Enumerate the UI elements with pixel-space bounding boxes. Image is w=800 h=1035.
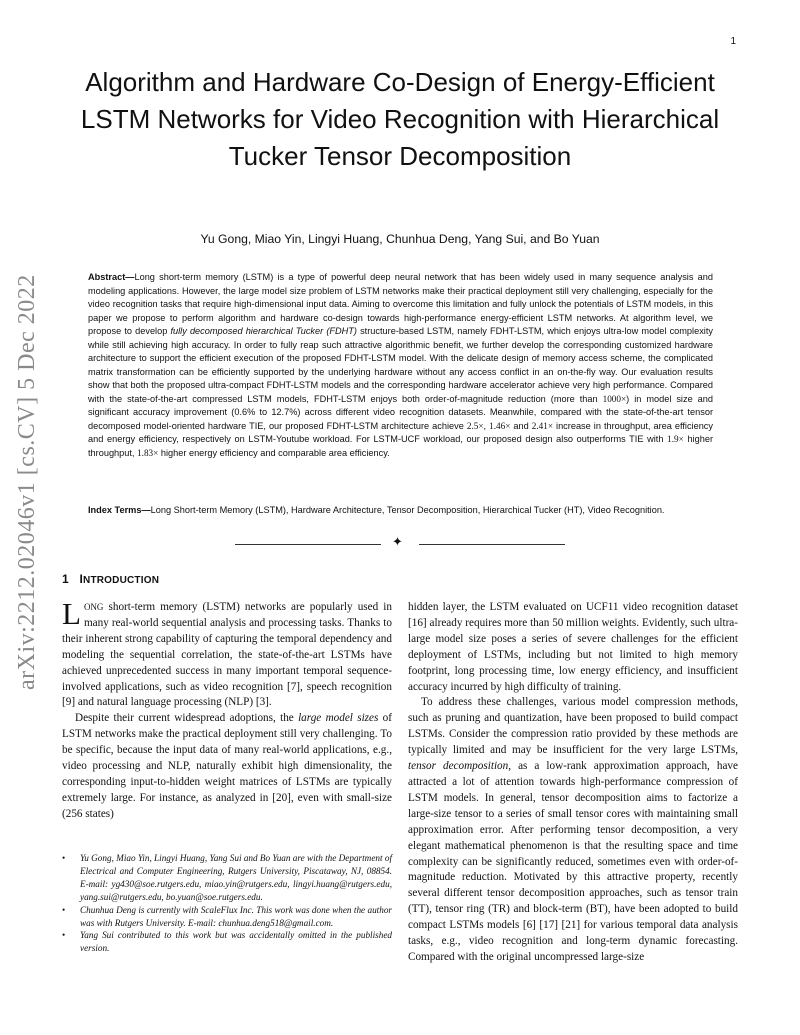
footnote-item	[62, 904, 392, 930]
separator-diamond-icon: ✦	[392, 534, 403, 549]
abstract-emphasis: fully decomposed hierarchical Tucker (FDHT)	[170, 326, 357, 336]
abstract-text-5: higher throughput,	[88, 434, 714, 458]
author-footnotes	[62, 852, 392, 955]
index-terms	[88, 504, 713, 518]
abstract-sep-2: and	[510, 420, 532, 431]
paper-title: Algorithm and Hardware Co-Design of Energy-Efficient LSTM Networks for Video Recognition with Hierarchical Tucker Tensor Decomposition	[80, 67, 720, 171]
intro-paragraph-1	[62, 596, 392, 711]
abstract-text-6: higher energy efficiency and comparable area efficiency.	[158, 447, 390, 458]
section-title-initial: I	[79, 572, 84, 586]
index-terms-label: Index Terms	[88, 505, 142, 515]
footnote-text: Yang Sui contributed to this work but was accidentally omitted in the published version.	[80, 930, 392, 954]
abstract-text-1: Long short-term memory (LSTM) is a type of powerful deep neural network that has been widely used in many sequence analysis and modeling applications. However, the large model size problem of LSTM networks make their practical deployment still very challenging, especially for the video recognition tasks that require high-dimensional input data. Aiming to overcome this limitation and fully unlock the potentials of LSTM models, in this paper we propose to perform algorithm and hardware co-design towards high-performance energy-efficient LSTM networks. At algorithm level, we propose to develop	[88, 272, 713, 336]
abstract-math-6: 1.83×	[137, 447, 159, 458]
index-terms-text: Long Short-term Memory (LSTM), Hardware Architecture, Tensor Decomposition, Hierarchical Tucker (HT), Video Recognition.	[150, 505, 665, 515]
intro-paragraph-2-b: of LSTM networks make the practical deployment still very challenging. To be specific, because the input data of many real-world applications, e.g., video processing and NLP, naturally exhibit high dimensionality, the corresponding input-to-hidden weight matrices of LSTMs are typically extremely large. For instance, as analyzed in [20], even with small-size (256 states)	[62, 712, 392, 820]
section-title-rest: NTRODUCTION	[83, 575, 160, 586]
right-paragraph-2-a: To address these challenges, various model compression methods, such as pruning and quantization, have been proposed to build compact LSTMs. Consider the compression ratio provided by these methods are typically limited and may be insufficient for the very large LSTMs,	[408, 696, 738, 757]
right-paragraph-2-emphasis: tensor decomposition	[408, 760, 509, 773]
left-column	[62, 596, 392, 823]
right-paragraph-1: hidden layer, the LSTM evaluated on UCF11 video recognition dataset [16] already requires more than 50 million weights. Evidently, such ultra-large model size poses a series of severe challenges for the efficient deployment of LSTMs, including but not limited to high memory footprint, long processing time, low energy efficiency, and insufficient accuracy incurred by high difficulty of training.	[408, 601, 738, 693]
footnote-item	[62, 852, 392, 904]
author-list: Yu Gong, Miao Yin, Lingyi Huang, Chunhua Deng, Yang Sui, and Bo Yuan	[200, 232, 600, 246]
abstract-math-1: 1000×	[602, 393, 627, 404]
abstract-label: Abstract	[88, 272, 126, 282]
footnote-bullet: •	[62, 853, 66, 863]
abstract-math-4: 2.41×	[531, 420, 554, 431]
section-number: 1	[62, 572, 69, 586]
abstract	[88, 271, 713, 460]
footnote-bullet: •	[62, 930, 66, 941]
abstract-dash: —	[125, 272, 135, 282]
right-paragraph-2	[408, 695, 738, 965]
footnote-bullet: •	[62, 904, 66, 915]
footnote-item	[62, 929, 392, 955]
footnote-text: Chunhua Deng is currently with ScaleFlux Inc. This work was done when the author was with Rutgers University. E-mail: chunhua.deng518@gmail.com.	[80, 904, 392, 928]
right-paragraph-2-b: , as a low-rank approximation approach, have attracted a lot of attention towards high-performance compression of LSTM models. In general, tensor decomposition aims to factorize a large-size tensor to a series of small tensor cores with maintaining small approximation error. After performing tensor decomposition, a very elegant mathematical phenomenon is that the resulting space and time complexity can be significantly reduced, sometimes even with order-of-magnitude reduction. Motivated by this attractive property, recently several different tensor decomposition approaches, such as tensor train (TT), tensor ring (TR) and block-term (BT), have been adopted to build compact LSTMs models [6] [17] [21] for various temporal data analysis tasks, e.g., video recognition and long-term dynamic forecasting. Compared with the original uncompressed large-size	[408, 760, 738, 963]
abstract-text-2: structure-based LSTM, namely FDHT-LSTM, which enjoys ultra-low model complexity while still achieving high accuracy. In order to fully reap such attractive algorithmic benefit, we further develop the corresponding customized hardware architecture to support the efficient execution of the proposed FDHT-LSTM model. With the delicate design of memory access scheme, the complicated matrix transformation can be efficiently supported by the underlying hardware without any access conflict in an on-the-fly way. Our evaluation results show that both the proposed ultra-compact FDHT-LSTM models and the corresponding hardware accelerator achieve very high performance. Compared with the state-of-the-art compressed LSTM models, FDHT-LSTM enjoys both order-of-magnitude reduction (more than	[88, 326, 713, 404]
drop-cap: L	[62, 596, 81, 631]
separator-line-left	[235, 544, 381, 545]
intro-paragraph-2-emphasis: large model sizes	[298, 712, 379, 725]
intro-smallcaps: ONG	[83, 602, 104, 612]
page-number: 1	[730, 36, 736, 47]
right-column	[408, 600, 738, 966]
abstract-math-3: 1.46×	[489, 420, 511, 431]
footnote-text: Yu Gong, Miao Yin, Lingyi Huang, Yang Sui and Bo Yuan are with the Department of Electrical and Computer Engineering, Rutgers University, Piscataway, NJ, 08854. E-mail: yg430@soe.rutgers.edu, miao.yin@rutgers.edu, lingyi.huang@rutgers.edu, yang.sui@rutgers.edu, bo.yuan@soe.rutgers.edu.	[80, 853, 392, 902]
abstract-math-2: 2.5×	[466, 420, 484, 431]
section-separator	[235, 534, 565, 551]
separator-line-right	[419, 544, 565, 545]
abstract-text-3: ) in model size and significant accuracy improvement (0.6% to 12.7%) across different video recognition datasets. Meanwhile, compared with the state-of-the-art tensor decomposed model-oriented hardware TIE, our proposed FDHT-LSTM architecture achieve	[88, 393, 713, 431]
section-heading	[62, 572, 159, 586]
intro-paragraph-2	[62, 711, 392, 822]
index-terms-dash: —	[141, 505, 151, 515]
arxiv-side-stamp: arXiv:2212.02046v1 [cs.CV] 5 Dec 2022	[14, 274, 40, 690]
intro-paragraph-1-text: short-term memory (LSTM) networks are popularly used in many real-world sequential analysis and processing tasks. Thanks to their inherent strong capability of capturing the temporal dependency and modeling the sequential correlation, the state-of-the-art LSTMs have achieved unprecedented success in many important temporal sequence-involved applications, such as video recognition [7], speech recognition [9] and natural language processing (NLP) [3].	[62, 601, 392, 709]
abstract-math-5: 1.9×	[667, 434, 684, 444]
abstract-sep-1: ,	[483, 420, 490, 431]
abstract-text-4: increase in throughput, area efficiency and energy efficiency, respectively on LSTM-Youtube workload. For LSTM-UCF workload, our proposed design also outperforms TIE with	[88, 420, 713, 444]
intro-paragraph-2-a: Despite their current widespread adoptions, the	[75, 712, 299, 725]
